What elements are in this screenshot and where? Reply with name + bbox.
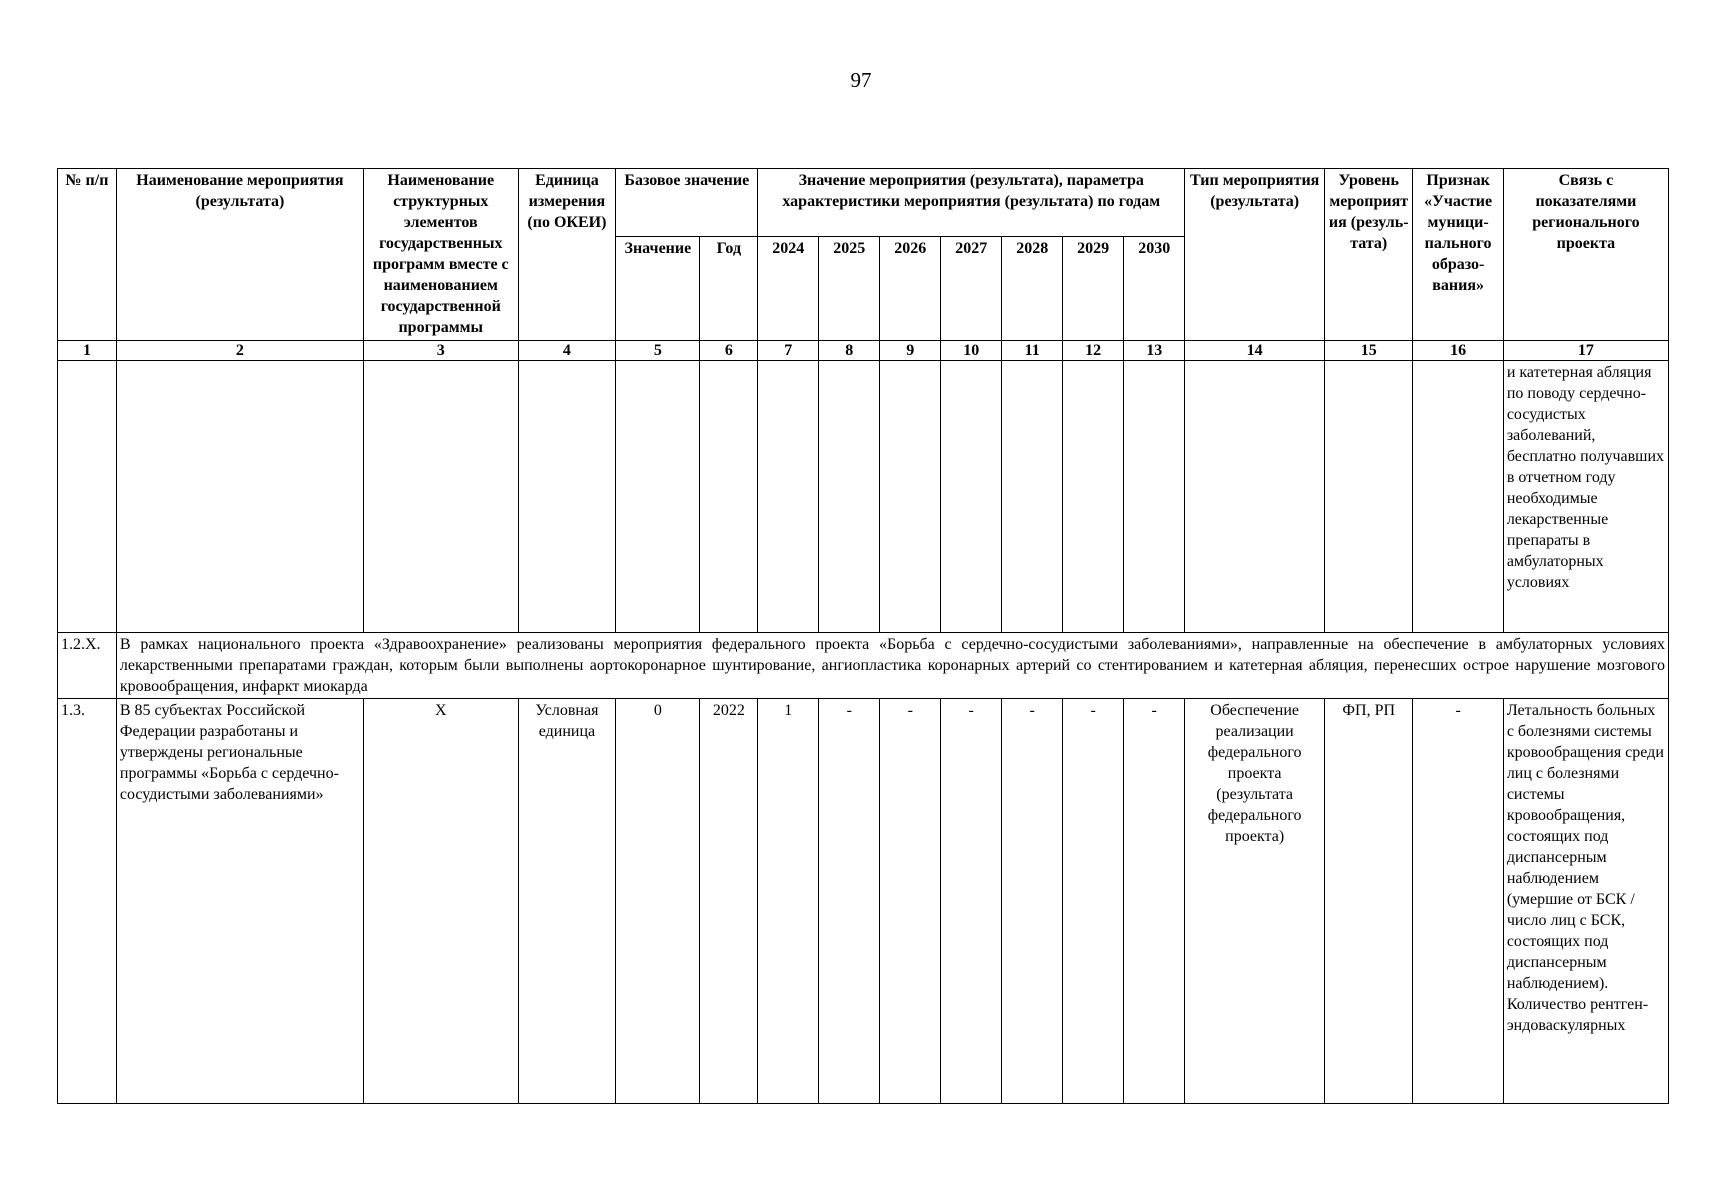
header-values-by-year: Значение мероприятия (результата), параметра характеристики мероприятия (результата) по годам xyxy=(758,169,1185,237)
header-base-year-sub: Год xyxy=(700,237,758,341)
value-2025: - xyxy=(819,699,880,1104)
header-year-2025: 2025 xyxy=(819,237,880,341)
header-level: Уровень мероприятия (резуль-тата) xyxy=(1325,169,1413,341)
header-year-2027: 2027 xyxy=(941,237,1002,341)
header-base-value-sub: Значение xyxy=(616,237,700,341)
value-2026: - xyxy=(880,699,941,1104)
column-number: 15 xyxy=(1325,341,1413,361)
value-2030: - xyxy=(1124,699,1185,1104)
column-number: 12 xyxy=(1063,341,1124,361)
column-number: 1 xyxy=(58,341,117,361)
section-number: 1.2.X. xyxy=(58,633,117,699)
column-number: 17 xyxy=(1503,341,1668,361)
column-number: 16 xyxy=(1413,341,1503,361)
column-number: 4 xyxy=(518,341,616,361)
value-2027: - xyxy=(941,699,1002,1104)
header-type: Тип мероприятия (результата) xyxy=(1185,169,1325,341)
column-number: 9 xyxy=(880,341,941,361)
column-number: 14 xyxy=(1185,341,1325,361)
section-row-1-2-x xyxy=(58,633,1669,699)
base-value: 0 xyxy=(616,699,700,1104)
column-number: 2 xyxy=(116,341,363,361)
structural-element: X xyxy=(363,699,518,1104)
section-text: В рамках национального проекта «Здравоохранение» реализованы мероприятия федерального проекта «Борьба с сердечно-сосудистыми заболеваниями», направленные на обеспечение в амбулаторных условиях лекарственными препаратами граждан, которым были выполнены аортокоронарное шунтирование, ангиопластика коронарных артерий со стентированием и катетерная абляция, перенесших острое нарушение мозгового кровообращения, инфаркт миокарда xyxy=(116,633,1668,699)
header-municipal: Признак «Участие муници-пального образо-вания» xyxy=(1413,169,1503,341)
event-level: ФП, РП xyxy=(1325,699,1413,1104)
column-number: 7 xyxy=(758,341,819,361)
value-2024: 1 xyxy=(758,699,819,1104)
row-number: 1.3. xyxy=(58,699,117,1104)
column-number: 11 xyxy=(1002,341,1063,361)
header-row-1 xyxy=(58,169,1669,237)
municipal-flag: - xyxy=(1413,699,1503,1104)
header-num: № п/п xyxy=(58,169,117,341)
header-year-2028: 2028 xyxy=(1002,237,1063,341)
header-year-2029: 2029 xyxy=(1063,237,1124,341)
header-structural: Наименование структурных элементов государственных программ вместе с наименованием государственной программы xyxy=(363,169,518,341)
event-type: Обеспечение реализации федерального проекта (результата федерального проекта) xyxy=(1185,699,1325,1104)
column-number: 6 xyxy=(700,341,758,361)
column-number: 13 xyxy=(1124,341,1185,361)
unit: Условная единица xyxy=(518,699,616,1104)
column-number: 5 xyxy=(616,341,700,361)
event-name: В 85 субъектах Российской Федерации разработаны и утверждены региональные программы «Борьба с сердечно-сосудистыми заболеваниями» xyxy=(116,699,363,1104)
value-2028: - xyxy=(1002,699,1063,1104)
header-year-2024: 2024 xyxy=(758,237,819,341)
table-row-1-3 xyxy=(58,699,1669,1104)
base-year: 2022 xyxy=(700,699,758,1104)
column-number: 3 xyxy=(363,341,518,361)
header-unit: Единица измерения (по ОКЕИ) xyxy=(518,169,616,341)
value-2029: - xyxy=(1063,699,1124,1104)
continuation-row xyxy=(58,361,1669,633)
header-year-2030: 2030 xyxy=(1124,237,1185,341)
column-numbers-row xyxy=(58,341,1669,361)
events-table xyxy=(57,168,1669,1104)
link-to-indicators: Летальность больных с болезнями системы кровообращения среди лиц с болезнями системы кровообращения, состоящих под диспансерным наблюдением (умершие от БСК / число лиц с БСК, состоящих под диспансерным наблюдением). Количество рентген-эндоваскулярных xyxy=(1503,699,1668,1104)
page-number: 97 xyxy=(850,68,872,92)
header-base-value: Базовое значение xyxy=(616,169,758,237)
column-number: 8 xyxy=(819,341,880,361)
header-event-name: Наименование мероприятия (результата) xyxy=(116,169,363,341)
column-number: 10 xyxy=(941,341,1002,361)
header-year-2026: 2026 xyxy=(880,237,941,341)
continuation-link-text: и катетерная абляция по поводу сердечно-сосудистых заболеваний, бесплатно получавших в отчетном году необходимые лекарственные препараты в амбулаторных условиях xyxy=(1503,361,1668,633)
header-link: Связь с показателями регионального проекта xyxy=(1503,169,1668,341)
